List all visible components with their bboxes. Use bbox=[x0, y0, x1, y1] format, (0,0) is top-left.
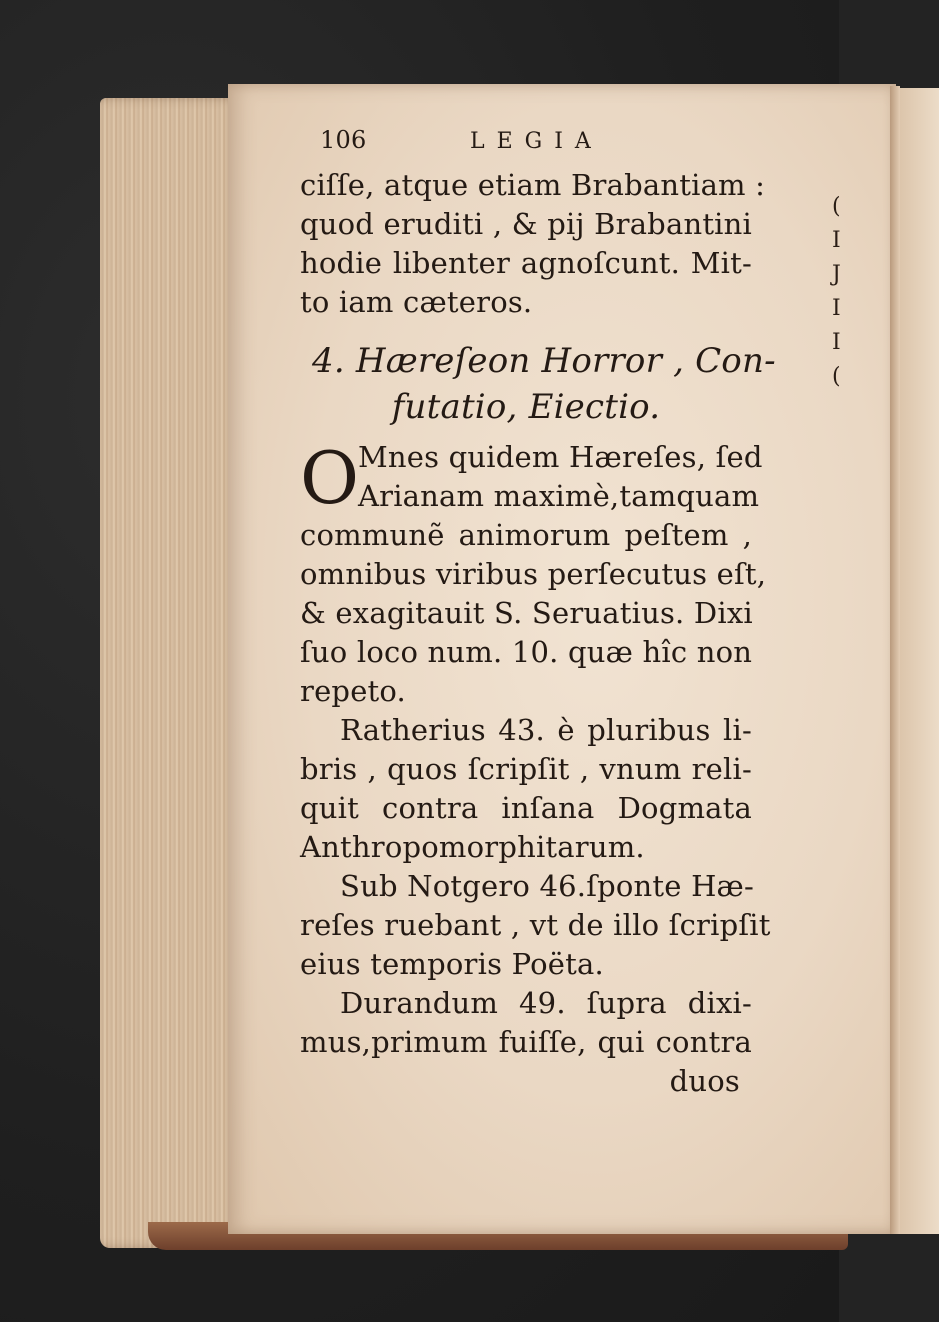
catchword: duos bbox=[669, 1064, 740, 1098]
text-line: reſes ruebant , vt de illo ſcripſit bbox=[300, 908, 771, 942]
text-line: hodie libenter agnoſcunt. Mit- bbox=[300, 246, 752, 280]
text-line: omnibus viribus perſecutus eſt, bbox=[300, 557, 767, 591]
paragraph bbox=[300, 436, 767, 711]
text-line: bris , quos ſcripſit , vnum reli- bbox=[300, 752, 752, 786]
running-head bbox=[300, 126, 752, 166]
text-line: mus,primum fuiſſe, qui contra bbox=[300, 1025, 752, 1059]
text-line: to iam cæteros. bbox=[300, 285, 533, 319]
text-line: Durandum 49. ſupra dixi- bbox=[340, 986, 752, 1020]
facing-page-glyphs bbox=[832, 190, 840, 394]
text-line: ſuo loco num. 10. quæ hîc non bbox=[300, 635, 753, 669]
text-line: quit contra inſana Dogmata bbox=[300, 791, 752, 825]
section-heading-continued: futatio, Eiectio. bbox=[391, 387, 661, 427]
facing-glyph: ( bbox=[832, 194, 841, 219]
text-line: communẽ animorum peſtem , bbox=[300, 518, 752, 552]
page-number: 106 bbox=[320, 126, 367, 154]
text-line: Arianam maximè,tamquam bbox=[358, 479, 760, 513]
paragraph bbox=[300, 166, 766, 322]
gutter bbox=[890, 86, 900, 1234]
facing-glyph: J bbox=[832, 262, 841, 287]
text-line: Ratherius 43. è pluribus li- bbox=[340, 713, 752, 747]
facing-glyph: I bbox=[832, 228, 841, 253]
text-line: Sub Notgero 46.ſponte Hæ- bbox=[340, 869, 755, 903]
text-line: Anthropomorphitarum. bbox=[300, 830, 645, 864]
facing-glyph: I bbox=[832, 330, 841, 355]
text-line: eius temporis Poëta. bbox=[300, 947, 604, 981]
text-line: Mnes quidem Hæreſes, ſed bbox=[358, 440, 763, 474]
page-text bbox=[300, 126, 776, 1101]
section-heading: 4. Hæreſeon Horror , Con- bbox=[312, 341, 776, 381]
text-line: repeto. bbox=[300, 674, 406, 708]
facing-glyph: I bbox=[832, 296, 841, 321]
drop-cap: O bbox=[300, 436, 360, 520]
facing-glyph: ( bbox=[832, 364, 841, 389]
text-line: quod eruditi , & pij Brabantini bbox=[300, 207, 752, 241]
paragraph bbox=[300, 984, 752, 1062]
text-line: & exagitauit S. Seruatius. Dixi bbox=[300, 596, 753, 630]
facing-page-edge bbox=[900, 88, 939, 1234]
text-line: ciſſe, atque etiam Brabantiam : bbox=[300, 168, 766, 202]
paragraph bbox=[300, 867, 771, 984]
paragraph bbox=[300, 711, 752, 867]
running-title: LEGIA bbox=[470, 129, 603, 154]
page-edges bbox=[100, 98, 240, 1248]
